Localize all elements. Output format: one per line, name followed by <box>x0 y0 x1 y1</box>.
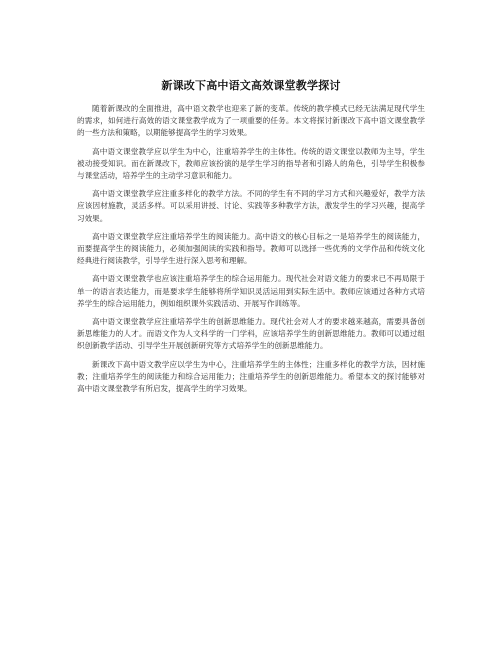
paragraph-applied-ability: 高中语文课堂教学也应该注重培养学生的综合运用能力。现代社会对语文能力的要求已不再局限于单一的语言表达能力，而是要求学生能够将所学知识灵活运用到实际生活中。教师应该通过各种方式培养学生的综合运用能力，例如组织课外实践活动、开展写作训练等。 <box>77 274 425 308</box>
document-title: 新课改下高中语文高效课堂教学探讨 <box>161 79 341 92</box>
paragraph-student-centered: 高中语文课堂教学应以学生为中心，注重培养学生的主体性。传统的语文课堂以教师为主导，学生被动接受知识。而在新课改下，教师应该扮演的是学生学习的指导者和引路人的角色，引导学生积极参与课堂活动，培养学生的主动学习意识和能力。 <box>77 146 425 181</box>
paragraph-reading-ability: 高中语文课堂教学应注重培养学生的阅读能力。高中语文的核心目标之一是培养学生的阅读能力，而要提高学生的阅读能力，必须加强阅读的实践和指导。教师可以选择一些优秀的文学作品和传统文化经典进行阅读教学，引导学生进行深入思考和理解。 <box>77 231 425 266</box>
paragraph-teaching-methods: 高中语文课堂教学应注重多样化的教学方法。不同的学生有不同的学习方式和兴趣爱好，教学方法应该因材施教，灵活多样。可以采用讲授、讨论、实践等多种教学方法，激发学生的学习兴趣，提高学习效果。 <box>77 189 425 223</box>
paragraph-intro: 随着新课改的全面推进，高中语文教学也迎来了新的变革。传统的教学模式已经无法满足现代学生的需求，如何进行高效的语文课堂教学成为了一项重要的任务。本文将探讨新课改下高中语文课堂教学的一些方法和策略，以期能够提高学生的学习效果。 <box>77 104 425 138</box>
document-body <box>77 103 425 401</box>
paragraph-conclusion: 新课改下高中语文教学应以学生为中心，注重培养学生的主体性；注重多样化的教学方法，因材施教；注重培养学生的阅读能力和综合运用能力；注重培养学生的创新思维能力。希望本文的探讨能够对高中语文课堂教学有所启发，提高学生的学习效果。 <box>77 359 425 394</box>
paragraph-creative-thinking: 高中语文课堂教学应注重培养学生的创新思维能力。现代社会对人才的要求越来越高，需要具备创新思维能力的人才。而语文作为人文科学的一门学科，应该培养学生的创新思维能力。教师可以通过组织创新教学活动、引导学生开展创新研究等方式培养学生的创新思维能力。 <box>77 317 425 351</box>
